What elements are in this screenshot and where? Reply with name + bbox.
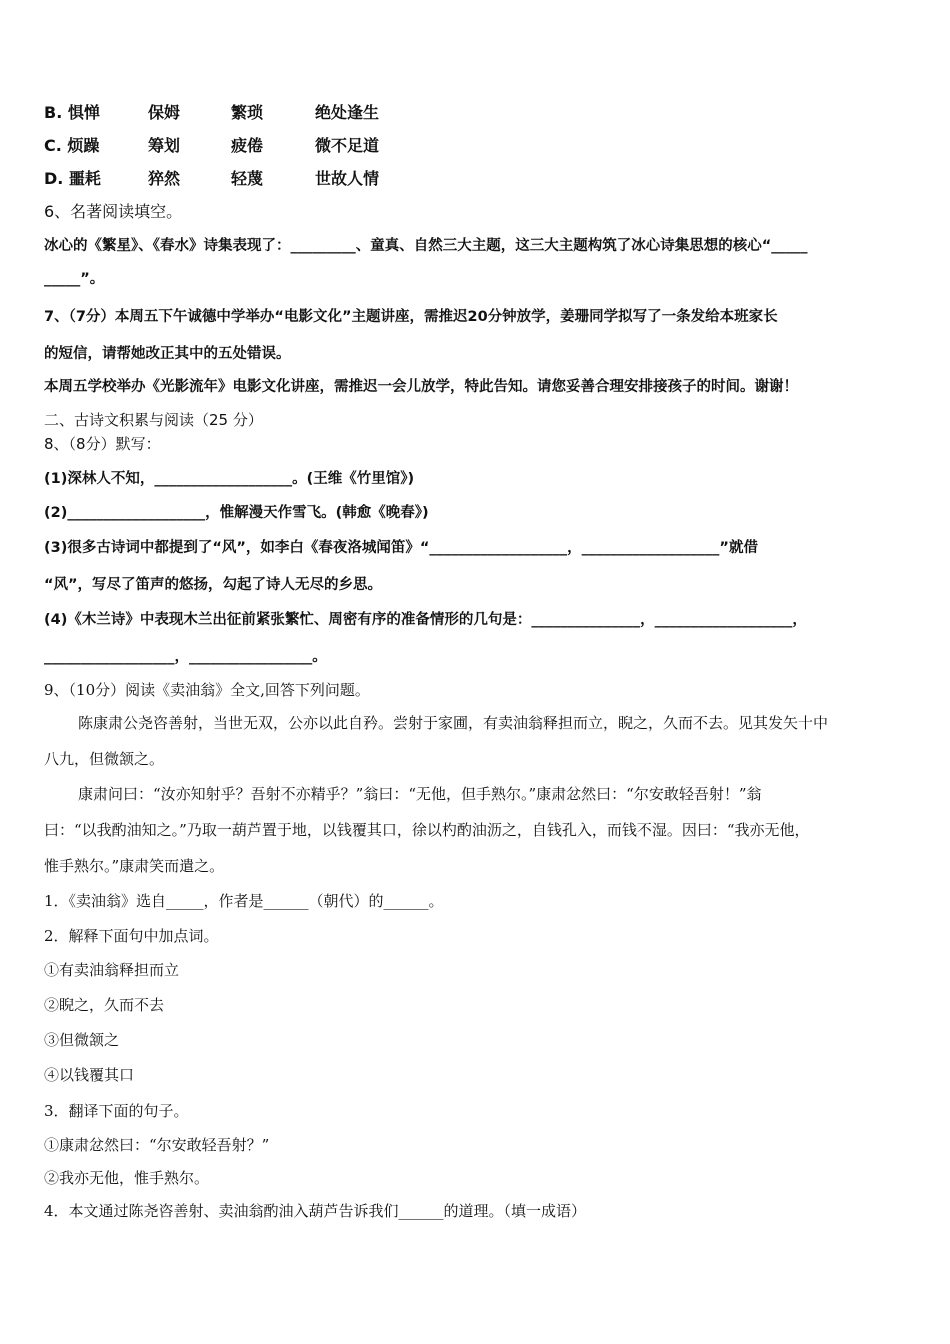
- option-c-word2: 筹划: [148, 136, 181, 155]
- q7-line2: 的短信，请帮她改正其中的五处错误。: [44, 346, 291, 362]
- option-d-label: D. 噩耗: [44, 169, 101, 188]
- section-2-heading: 二、古诗文积累与阅读（25 分）: [44, 411, 263, 429]
- q7-line3: 本周五学校举办《光影流年》电影文化讲座，需推迟一会儿放学，特此告知。请您妥善合理安排接孩子的时间。谢谢！: [44, 379, 798, 395]
- option-c-word3: 疲倦: [231, 136, 264, 155]
- sub-question-2a: ①有卖油翁释担而立: [44, 961, 180, 979]
- q6-line1: 冰心的《繁星》、《春水》诗集表现了：_________、童真、自然三大主题，这三大主题构筑了冰心诗集思想的核心“_____: [44, 238, 808, 254]
- option-b-word2: 保姆: [148, 103, 181, 122]
- option-b-label: B. 惧惮: [44, 103, 100, 122]
- passage-p2-line1: 康肃问曰：“汝亦知射乎？吾射不亦精乎？”翁曰：“无他，但手熟尔。”康肃忿然曰：“尔安敢轻吾射！”翁: [78, 785, 762, 803]
- q8-item2: (2)___________________，惟解漫天作雪飞。(韩愈《晚春》): [44, 505, 429, 521]
- q7-line1: 7、（7分）本周五下午诚德中学举办“电影文化”主题讲座，需推迟20分钟放学，姜珊同学拟写了一条发给本班家长: [44, 309, 778, 325]
- option-c-label: C. 烦躁: [44, 136, 100, 155]
- sub-question-2d: ④以钱覆其口: [44, 1066, 135, 1084]
- sub-question-3a: ①康肃忿然曰：“尔安敢轻吾射？”: [44, 1136, 270, 1154]
- option-d-word3: 轻蔑: [231, 169, 264, 188]
- option-b-word4: 绝处逢生: [315, 103, 380, 122]
- q8-item4-cont: __________________，_________________。: [44, 649, 327, 665]
- passage-p2-line2: 曰：“以我酌油知之。”乃取一葫芦置于地，以钱覆其口，徐以杓酌油沥之，自钱孔入，而钱不湿。因曰：“我亦无他，: [44, 821, 810, 839]
- option-d: [44, 169, 379, 189]
- sub-question-2b: ②睨之，久而不去: [44, 996, 165, 1014]
- sub-question-2c: ③但微颔之: [44, 1031, 120, 1049]
- option-c-word4: 微不足道: [315, 136, 380, 155]
- option-d-word4: 世故人情: [315, 169, 380, 188]
- sub-question-3: 3．翻译下面的句子。: [44, 1102, 189, 1120]
- passage-p1-line1: 陈康肃公尧咨善射，当世无双，公亦以此自矜。尝射于家圃，有卖油翁释担而立，睨之，久而不去。见其发矢十中: [78, 714, 829, 732]
- option-b-word3: 繁琐: [231, 103, 264, 122]
- sub-question-2: 2．解释下面句中加点词。: [44, 927, 219, 945]
- q8-item3: (3)很多古诗词中都提到了“风”，如李白《春夜洛城闻笛》“___________________，___________________”就借: [44, 540, 758, 556]
- passage-p1-line2: 八九，但微颔之。: [44, 750, 165, 768]
- option-b: [44, 103, 379, 123]
- q8-title: 8、（8分）默写：: [44, 435, 161, 453]
- sub-question-4: 4．本文通过陈尧咨善射、卖油翁酌油入葫芦告诉我们______的道理。（填一成语）: [44, 1202, 587, 1220]
- q9-title: 9、（10分）阅读《卖油翁》全文,回答下列问题。: [44, 681, 370, 699]
- option-d-word2: 猝然: [148, 169, 181, 188]
- q8-item4: (4)《木兰诗》中表现木兰出征前紧张繁忙、周密有序的准备情形的几句是：_______________，___________________，: [44, 612, 807, 628]
- q8-item1: (1)深林人不知，___________________。(王维《竹里馆》): [44, 471, 415, 487]
- sub-question-1: 1．《卖油翁》选自_____，作者是______（朝代）的______。: [44, 892, 444, 910]
- q8-item3-cont: “风”，写尽了笛声的悠扬，勾起了诗人无尽的乡思。: [44, 577, 383, 593]
- sub-question-3b: ②我亦无他，惟手熟尔。: [44, 1169, 210, 1187]
- option-c: [44, 136, 379, 156]
- q6-title: 6、名著阅读填空。: [44, 202, 183, 221]
- q6-line2: _____”。: [44, 271, 105, 287]
- passage-p2-line3: 惟手熟尔。”康肃笑而遣之。: [44, 857, 225, 875]
